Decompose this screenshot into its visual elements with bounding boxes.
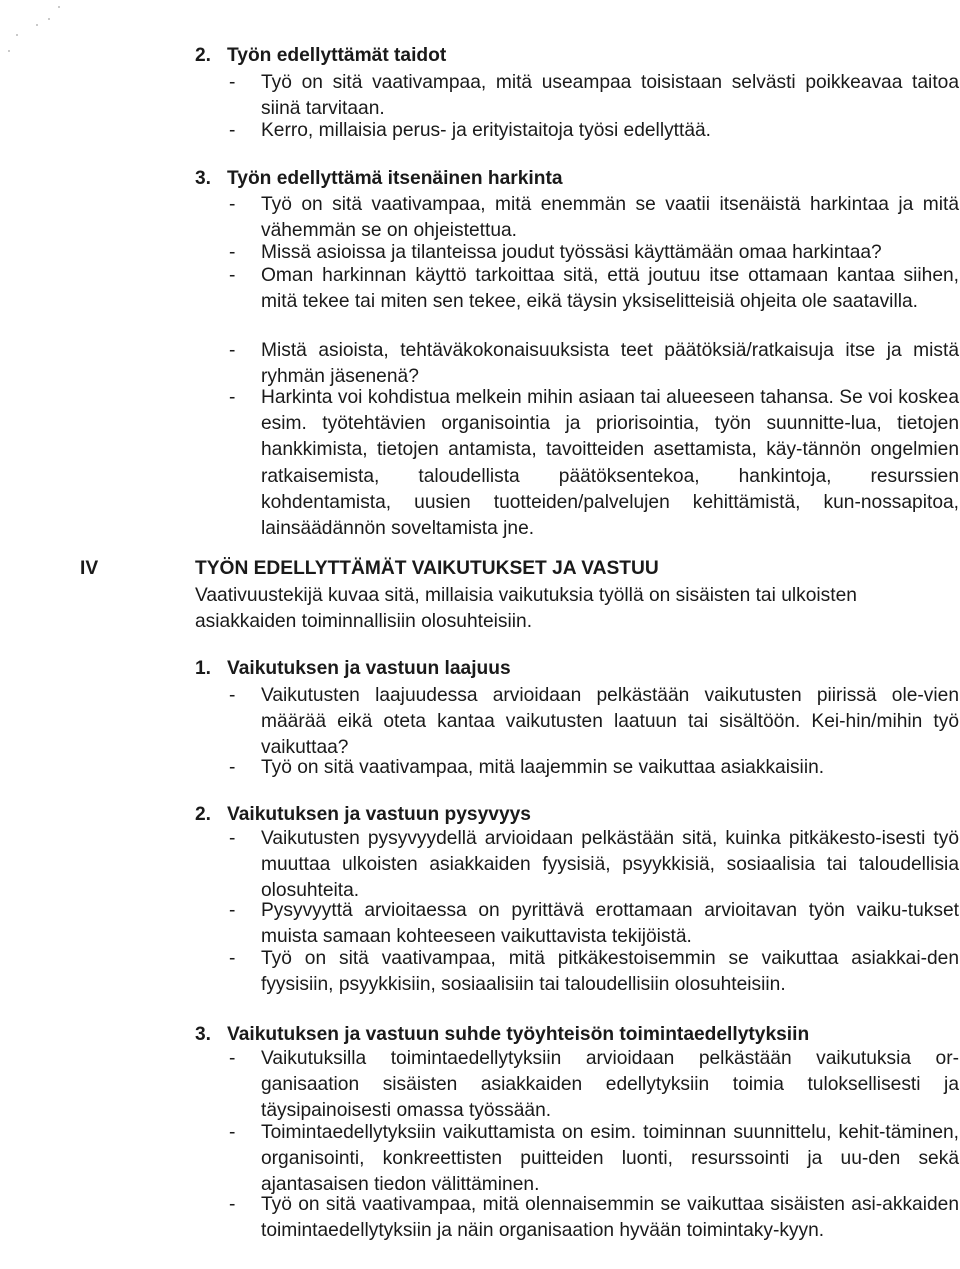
- bullet-dash: -: [229, 1194, 236, 1215]
- bullet-item: [229, 683, 959, 762]
- item-number: 3.: [195, 168, 212, 189]
- bullet-text: Pysyvyyttä arvioitaessa on pyrittävä erottamaan arvioitavan työn vaiku-tukset muista samaan kohteeseen vaikuttavista tekijöistä.: [261, 900, 959, 948]
- item-title: Vaikutuksen ja vastuun suhde työyhteisön toimintaedellytyksiin: [227, 1024, 810, 1045]
- bullet-item: [229, 898, 959, 950]
- item-heading: [195, 1022, 809, 1048]
- item-title: Vaikutuksen ja vastuun pysyvyys: [227, 804, 531, 825]
- bullet-dash: -: [229, 900, 236, 921]
- bullet-dash: -: [229, 757, 236, 778]
- scan-speck: [58, 6, 60, 8]
- bullet-dash: -: [229, 265, 236, 286]
- item-heading: [195, 43, 446, 69]
- bullet-dash: -: [229, 120, 236, 141]
- item-heading: [195, 802, 531, 828]
- bullet-text: Työ on sitä vaativampaa, mitä pitkäkestoisemmin se vaikuttaa asiakkai-den fyysisiin, psyykkisiin, sosiaalisiin tai taloudellisiin olosuhteisiin.: [261, 948, 959, 996]
- bullet-dash: -: [229, 340, 236, 361]
- bullet-item: [229, 1046, 959, 1125]
- item-number: 3.: [195, 1024, 212, 1045]
- section-number: IV: [80, 558, 99, 579]
- scan-speck: [36, 24, 38, 26]
- bullet-item: [229, 946, 959, 998]
- bullet-text: Mistä asioista, tehtäväkokonaisuuksista teet päätöksiä/ratkaisuja itse ja mistä ryhmän jäsenenä?: [261, 340, 959, 388]
- bullet-item: [229, 192, 959, 244]
- bullet-dash: -: [229, 242, 236, 263]
- scan-speck: [8, 50, 10, 52]
- section-intro: Vaativuustekijä kuvaa sitä, millaisia vaikutuksia työllä on sisäisten tai ulkoisten asiakkaiden toiminnallisiin olosuhteisiin.: [195, 585, 857, 633]
- bullet-dash: -: [229, 1048, 236, 1069]
- bullet-dash: -: [229, 194, 236, 215]
- item-number: 2.: [195, 804, 212, 825]
- scan-speck: [16, 34, 18, 36]
- bullet-dash: -: [229, 828, 236, 849]
- bullet-text: Vaikutusten pysyvyydellä arvioidaan pelkästään sitä, kuinka pitkäkesto-isesti työ muuttaa ulkoisten asiakkaiden fyysisiä, psyykkisiä, sosiaalisia tai taloudellisia olosuhteita.: [261, 828, 959, 902]
- item-heading: [195, 166, 563, 192]
- bullet-item: [229, 755, 959, 781]
- item-number: 1.: [195, 658, 212, 679]
- bullet-text: Työ on sitä vaativampaa, mitä enemmän se vaatii itsenäistä harkintaa ja mitä vähemmän se on ohjeistettua.: [261, 194, 959, 242]
- bullet-dash: -: [229, 1122, 236, 1143]
- bullet-text: Työ on sitä vaativampaa, mitä laajemmin se vaikuttaa asiakkaisiin.: [261, 757, 825, 778]
- item-title: Vaikutuksen ja vastuun laajuus: [227, 658, 511, 679]
- bullet-text: Missä asioissa ja tilanteissa joudut työssäsi käyttämään omaa harkintaa?: [261, 242, 882, 263]
- bullet-text: Harkinta voi kohdistua melkein mihin asiaan tai alueeseen tahansa. Se voi koskea esim. työtehtävien organisointia ja priorisointia, työn suunnitte-lua, tietojen hankkimista, tietojen antamista, tavoitteiden asettamista, käy-tännön ongelmien ratkaisemista, taloudellista päätöksentekoa, hankintoja, resurssien kohdentamista, uusien tuotteiden/palvelujen kehittämistä, kun-nossapitoa, lainsäädännön soveltamista jne.: [261, 387, 959, 540]
- bullet-dash: -: [229, 685, 236, 706]
- bullet-dash: -: [229, 387, 236, 408]
- bullet-item: [229, 826, 959, 905]
- bullet-item: [229, 1192, 959, 1244]
- item-title: Työn edellyttämä itsenäinen harkinta: [227, 168, 563, 189]
- bullet-item: [229, 1120, 959, 1199]
- scan-speck: [48, 18, 50, 20]
- bullet-text: Oman harkinnan käyttö tarkoittaa sitä, että joutuu itse ottamaan kantaa siihen, mitä tekee tai miten sen tekee, eikä täysin yksiselitteisiä ohjeita ole saatavilla.: [261, 265, 959, 313]
- bullet-dash: -: [229, 948, 236, 969]
- bullet-text: Työ on sitä vaativampaa, mitä olennaisemmin se vaikuttaa sisäisten asi-akkaiden toimintaedellytyksiin ja näin organisaation hyvään toimintaky-kyyn.: [261, 1194, 959, 1242]
- bullet-text: Toimintaedellytyksiin vaikuttamista on esim. toiminnan suunnittelu, kehit-täminen, organisointi, konkreettisten puitteiden luonti, resurssointi ja uu-den sekä ajantasaisen tiedon välittäminen.: [261, 1122, 959, 1196]
- bullet-text: Vaikutusten laajuudessa arvioidaan pelkästään vaikutusten piirissä ole-vien määrää eikä oteta kantaa vaikutusten laatuun tai sisältöön. Kei-hin/mihin työ vaikuttaa?: [261, 685, 959, 759]
- bullet-item: [229, 338, 959, 390]
- bullet-text: Kerro, millaisia perus- ja erityistaitoja työsi edellyttää.: [261, 120, 712, 141]
- item-title: Työn edellyttämät taidot: [227, 45, 447, 66]
- bullet-item: [229, 385, 959, 542]
- bullet-item: [229, 118, 959, 144]
- item-number: 2.: [195, 45, 212, 66]
- bullet-dash: -: [229, 72, 236, 93]
- bullet-item: [229, 70, 959, 122]
- bullet-text: Työ on sitä vaativampaa, mitä useampaa toisistaan selvästi poikkeavaa taitoa siinä tarvitaan.: [261, 72, 959, 120]
- item-heading: [195, 656, 511, 682]
- bullet-text: Vaikutuksilla toimintaedellytyksiin arvioidaan pelkästään vaikutuksia or-ganisaation sisäisten asiakkaiden edellytyksiin toimia tuloksellisesti ja täysipainoisesti omassa työssään.: [261, 1048, 959, 1122]
- section-title: TYÖN EDELLYTTÄMÄT VAIKUTUKSET JA VASTUU: [195, 558, 659, 579]
- bullet-item: [229, 263, 959, 315]
